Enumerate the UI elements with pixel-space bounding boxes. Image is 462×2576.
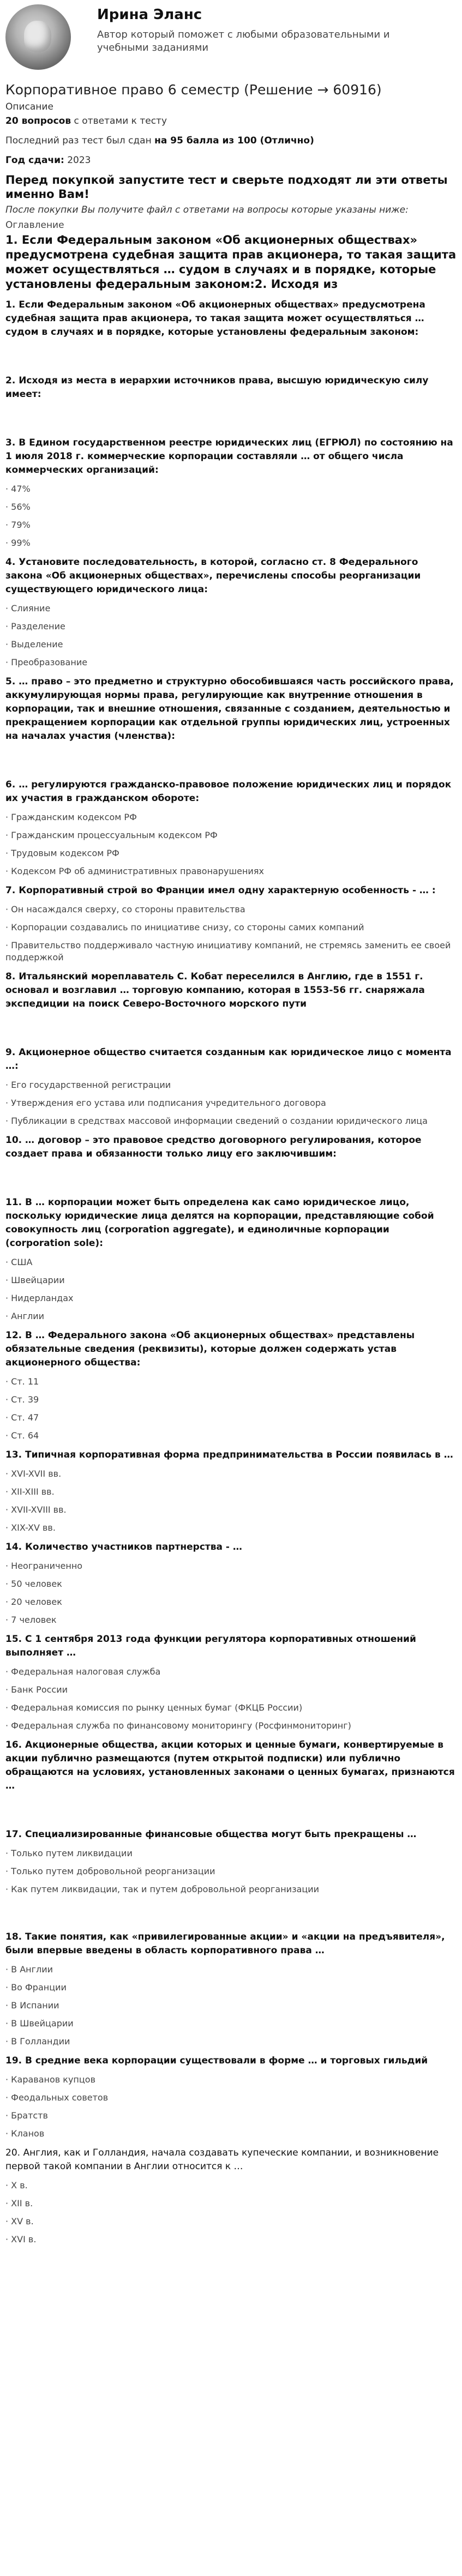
answer-option: · Слияние xyxy=(5,603,457,615)
answer-option: · 56% xyxy=(5,501,457,513)
answer-option: · Корпорации создавались по инициативе снизу, со стороны самих компаний xyxy=(5,922,457,934)
question-text: 13. Типичная корпоративная форма предпринимательства в России появилась в … xyxy=(5,1449,453,1460)
question-spacer xyxy=(5,1895,457,1924)
answer-option: · Англии xyxy=(5,1310,457,1322)
author-name[interactable]: Ирина Эланс xyxy=(97,7,202,23)
question-spacer xyxy=(5,1011,457,1039)
answer-option: · Федеральная налоговая служба xyxy=(5,1666,457,1678)
answer-option: · Феодальных советов xyxy=(5,2092,457,2104)
product-title: Корпоративное право 6 семестр (Решение → 60916) xyxy=(5,82,382,98)
answer-option: · Правительство поддерживало частную инициативу компаний, не стремясь заменить ее своей поддержкой xyxy=(5,940,457,964)
answer-option: · В Голландии xyxy=(5,2036,457,2048)
question-text: 18. Такие понятия, как «привилегированные акции» и «акции на предъявителя», были впервые введены в область корпоративного права … xyxy=(5,1931,445,1956)
question-spacer xyxy=(5,339,457,368)
last-pass-score: на 95 балла из 100 (Отлично) xyxy=(154,135,314,146)
answer-option: · Банк России xyxy=(5,1684,457,1696)
last-pass-line xyxy=(5,135,457,147)
year-value: 2023 xyxy=(67,155,91,166)
answer-option: · Караванов купцов xyxy=(5,2074,457,2086)
answer-option: · X в. xyxy=(5,2180,457,2192)
answer-option: · Федеральная комиссия по рынку ценных бумаг (ФКЦБ России) xyxy=(5,1702,457,1714)
author-avatar[interactable] xyxy=(5,4,71,70)
question-text: 8. Итальянский мореплаватель С. Кобат переселился в Англию, где в 1551 г. основал и возглавил … торговую компанию, которая в 1553-56 гг. снаряжала экспедиции на поиск Северо-Восточного морского пути xyxy=(5,971,425,1009)
question-text: 10. … договор – это правовое средство договорного регулирования, которое создает права и обязанности только лицу его заключившим: xyxy=(5,1135,422,1159)
answer-option: · Выделение xyxy=(5,639,457,651)
question-text: 14. Количество участников партнерства - … xyxy=(5,1542,242,1552)
answer-option: · Неограниченно xyxy=(5,1560,457,1572)
after-purchase-note: После покупки Вы получите файл с ответами на вопросы которые указаны ниже: xyxy=(5,204,409,215)
question-text: 2. Исходя из места в иерархии источников права, высшую юридическую силу имеет: xyxy=(5,375,429,400)
answer-option: · Швейцарии xyxy=(5,1274,457,1286)
answer-option: · XVII-XVIII вв. xyxy=(5,1504,457,1516)
question-text: 11. В … корпорации может быть определена как само юридическое лицо, поскольку юридические лица делятся на корпорации, представляющие собой совокупность лиц (corporation aggregate), и единоличные корпорации (corporation sole): xyxy=(5,1197,434,1249)
answer-option: · 50 человек xyxy=(5,1578,457,1590)
answer-option: · XV в. xyxy=(5,2216,457,2228)
question-text: 12. В … Федерального закона «Об акционерных обществах» представлены обязательные сведения (реквизиты), которые должен содержать устав акционерного общества: xyxy=(5,1330,415,1368)
answer-option: · 20 человек xyxy=(5,1596,457,1608)
answer-option: · Гражданским процессуальным кодексом РФ xyxy=(5,829,457,841)
year-label: Год сдачи: xyxy=(5,155,64,166)
questions-count: 20 вопросов xyxy=(5,116,71,127)
answer-option: · Только путем добровольной реорганизации xyxy=(5,1865,457,1877)
answer-option: · Только путем ликвидации xyxy=(5,1847,457,1859)
answer-option: · Утверждения его устава или подписания учредительного договора xyxy=(5,1097,457,1109)
answer-option: · XIX-XV вв. xyxy=(5,1522,457,1534)
answer-option: · Кланов xyxy=(5,2128,457,2140)
question-spacer xyxy=(5,1161,457,1189)
answer-option: · Публикации в средствах массовой информации сведений о создании юридического лица xyxy=(5,1115,457,1127)
answer-option: · Гражданским кодексом РФ xyxy=(5,811,457,823)
answer-option: · XII-XIII вв. xyxy=(5,1486,457,1498)
answer-option: · Ст. 47 xyxy=(5,1412,457,1424)
answer-option: · 7 человек xyxy=(5,1614,457,1626)
questions-count-line xyxy=(5,115,457,127)
answer-option: · Преобразование xyxy=(5,657,457,669)
question-text: 3. В Едином государственном реестре юридических лиц (ЕГРЮЛ) по состоянию на 1 июля 2018 г. коммерческие корпорации составляли … от общего числа коммерческих организаций: xyxy=(5,437,453,476)
answer-option: · Ст. 64 xyxy=(5,1430,457,1442)
answer-option: · Он насаждался сверху, со стороны правительства xyxy=(5,904,457,916)
question-text: 1. Если Федеральным законом «Об акционерных обществах» предусмотрена судебная защита прав акционера, то такая защита может осуществляться … судом в случаях и в порядке, которые установлены федеральным законом: xyxy=(5,299,425,338)
answer-option: · Ст. 39 xyxy=(5,1394,457,1406)
author-description: Автор который поможет с любыми образовательными и учебными заданиями xyxy=(97,29,390,53)
answer-option: · XVI-XVII вв. xyxy=(5,1468,457,1480)
question-text: 20. Англия, как и Голландия, начала создавать купеческие компании, и возникновение первой такой компании в Англии относится к … xyxy=(5,2147,439,2172)
answer-option: · Кодексом РФ об административных правонарушениях xyxy=(5,865,457,877)
answer-option: · 99% xyxy=(5,537,457,549)
answer-option: · Федеральная служба по финансовому мониторингу (Росфинмониторинг) xyxy=(5,1720,457,1732)
last-pass-prefix: Последний раз тест был сдан xyxy=(5,135,152,146)
answer-option: · Как путем ликвидации, так и путем добровольной реорганизации xyxy=(5,1883,457,1895)
question-text: 7. Корпоративный строй во Франции имел одну характерную особенность - … : xyxy=(5,885,436,896)
answer-option: · Разделение xyxy=(5,621,457,633)
question-spacer xyxy=(5,1793,457,1821)
answer-option: · Трудовым кодексом РФ xyxy=(5,847,457,859)
toc-preview: 1. Если Федеральным законом «Об акционерных обществах» предусмотрена судебная защита прав акционера, то такая защита может осуществляться … судом в случаях и в порядке, которые установлены федеральным законом:2. Исходя из xyxy=(5,233,457,291)
question-spacer xyxy=(5,743,457,772)
answer-option: · XII в. xyxy=(5,2198,457,2210)
answer-option: · 47% xyxy=(5,483,457,495)
answer-option: · В Англии xyxy=(5,1964,457,1976)
question-spacer xyxy=(5,401,457,430)
answer-option: · 79% xyxy=(5,519,457,531)
question-text: 9. Акционерное общество считается созданным как юридическое лицо с момента …: xyxy=(5,1047,452,1072)
questions-suffix: с ответами к тесту xyxy=(74,116,167,127)
question-list xyxy=(5,298,457,2246)
answer-option: · В Испании xyxy=(5,2000,457,2012)
promo-text: Перед покупкой запустите тест и сверьте подходят ли эти ответы именно Вам! xyxy=(5,173,448,201)
answer-option: · XVI в. xyxy=(5,2234,457,2246)
question-text: 15. С 1 сентября 2013 года функции регулятора корпоративных отношений выполняет … xyxy=(5,1634,416,1658)
question-text: 16. Акционерные общества, акции которых и ценные бумаги, конвертируемые в акции публично размещаются (путем открытой подписки) или публично обращаются на условиях, установленных законами о ценных бумагах, признаются … xyxy=(5,1740,455,1791)
answer-option: · Нидерландах xyxy=(5,1292,457,1304)
answer-option: · США xyxy=(5,1256,457,1268)
author-block xyxy=(97,4,419,55)
answer-option: · Его государственной регистрации xyxy=(5,1079,457,1091)
question-text: 17. Специализированные финансовые общества могут быть прекращены … xyxy=(5,1829,417,1840)
question-text: 6. … регулируются гражданско-правовое положение юридических лиц и порядок их участия в гражданском обороте: xyxy=(5,779,452,804)
question-text: 19. В средние века корпорации существовали в форме … и торговых гильдий xyxy=(5,2055,428,2066)
toc-label: Оглавление xyxy=(5,220,64,231)
answer-option: · В Швейцарии xyxy=(5,2018,457,2030)
answer-option: · Во Франции xyxy=(5,1982,457,1994)
answer-option: · Ст. 11 xyxy=(5,1376,457,1388)
answer-option: · Братств xyxy=(5,2110,457,2122)
question-text: 5. … право – это предметно и структурно обособившаяся часть российского права, аккумулирующая нормы права, регулирующие как внутренние отношения в корпорации, так и внешние отношения, связанные с созданием, деятельностью и прекращением корпорации как отдельной группы юридических лиц, устроенных на началах участия (членства): xyxy=(5,676,454,742)
question-text: 4. Установите последовательность, в которой, согласно ст. 8 Федерального закона «Об акционерных обществах», перечислены способы реорганизации существующего юридического лица: xyxy=(5,557,421,595)
description-label: Описание xyxy=(5,101,53,112)
author-header xyxy=(5,0,457,75)
year-line xyxy=(5,154,457,166)
